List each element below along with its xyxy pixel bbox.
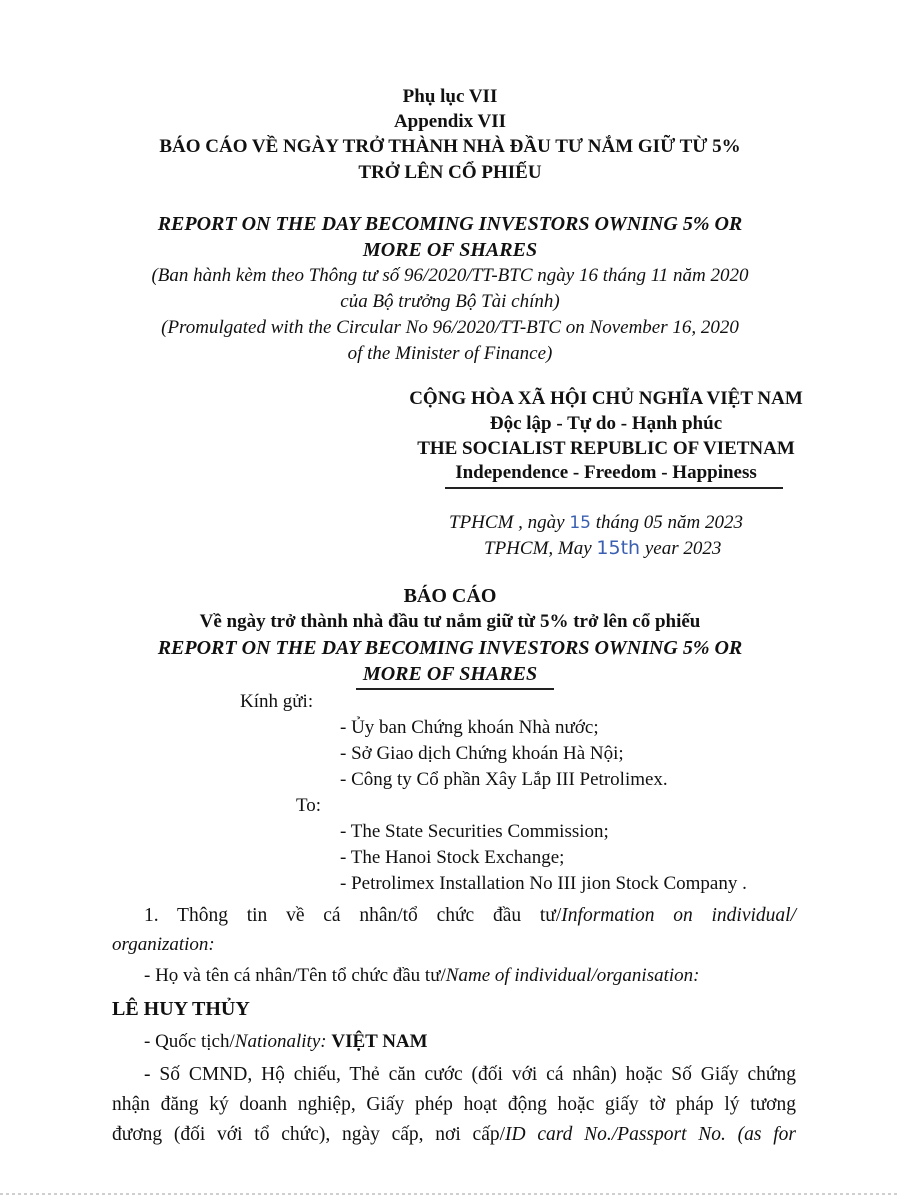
recipient-vi-2: - Sở Giao dịch Chứng khoán Hà Nội; <box>340 743 624 764</box>
scan-bottom-edge <box>0 1193 900 1195</box>
report-subject-en-line2: MORE OF SHARES <box>362 663 538 685</box>
date-vi <box>449 512 743 534</box>
motto-underline <box>445 487 783 489</box>
issued-en-line1: (Promulgated with the Circular No 96/2020/TT-BTC on November 16, 2020 <box>161 317 739 338</box>
section1-line2: organization: <box>112 934 215 955</box>
id-line3-normal: đương (đối với tổ chức), ngày cấp, nơi cấp/ <box>112 1124 506 1145</box>
motto-en: Independence - Freedom - Happiness <box>455 462 757 483</box>
investor-name: LÊ HUY THỦY <box>112 998 250 1020</box>
nationality-label-italic: Nationality: <box>234 1031 327 1052</box>
appendix-en: Appendix VII <box>393 111 507 132</box>
report-subject-vi: Về ngày trở thành nhà đầu tư nắm giữ từ 5% trở lên cổ phiếu <box>199 611 701 632</box>
republic-vi: CỘNG HÒA XÃ HỘI CHỦ NGHĨA VIỆT NAM <box>409 388 803 409</box>
date-en-day: 15th <box>596 537 641 559</box>
date-en <box>484 537 721 560</box>
section1-line1-normal: 1. Thông tin về cá nhân/tổ chức đầu tư/ <box>144 905 562 926</box>
id-line1: - Số CMND, Hộ chiếu, Thẻ căn cước (đối với cá nhân) hoặc Số Giấy chứng <box>144 1064 796 1085</box>
date-en-suffix: year 2023 <box>644 538 722 559</box>
recipients-label-en: To: <box>296 795 322 816</box>
date-vi-suffix: tháng 05 năm 2023 <box>595 512 743 533</box>
issued-en-line2: of the Minister of Finance) <box>347 343 553 364</box>
section1-line1 <box>144 905 796 927</box>
date-vi-prefix: TPHCM , ngày <box>449 512 565 533</box>
recipient-en-2: - The Hanoi Stock Exchange; <box>340 847 565 868</box>
id-line3-italic: ID card No./Passport No. (as for <box>505 1124 796 1145</box>
appendix-vi: Phụ lục VII <box>402 86 498 107</box>
title-en-line2: MORE OF SHARES <box>362 239 538 261</box>
nationality-label: - Quốc tịch/ <box>144 1031 235 1052</box>
report-heading: BÁO CÁO <box>403 585 497 607</box>
issued-vi-line2: của Bộ trưởng Bộ Tài chính) <box>340 291 560 312</box>
name-label-normal: - Họ và tên cá nhân/Tên tổ chức đầu tư/ <box>144 965 446 986</box>
id-line2: nhận đăng ký doanh nghiệp, Giấy phép hoạt động hoặc giấy tờ pháp lý tương <box>112 1094 796 1115</box>
title-vi-line1: BÁO CÁO VỀ NGÀY TRỞ THÀNH NHÀ ĐẦU TƯ NẮM GIỮ TỪ 5% <box>159 136 741 157</box>
nationality-line <box>144 1031 428 1053</box>
recipient-en-1: - The State Securities Commission; <box>340 821 609 842</box>
motto-vi: Độc lập - Tự do - Hạnh phúc <box>489 413 723 434</box>
issued-vi-line1: (Ban hành kèm theo Thông tư số 96/2020/TT-BTC ngày 16 tháng 11 năm 2020 <box>151 265 749 286</box>
title-vi-line2: TRỞ LÊN CỔ PHIẾU <box>358 162 542 183</box>
republic-en: THE SOCIALIST REPUBLIC OF VIETNAM <box>417 438 795 459</box>
recipient-vi-3: - Công ty Cổ phần Xây Lắp III Petrolimex. <box>340 769 668 790</box>
section1-line1-italic: Information on individual/ <box>561 905 796 926</box>
recipient-vi-1: - Ủy ban Chứng khoán Nhà nước; <box>340 717 599 738</box>
report-subject-en-line1: REPORT ON THE DAY BECOMING INVESTORS OWNING 5% OR <box>157 637 743 659</box>
name-label <box>144 965 699 987</box>
title-en-line1: REPORT ON THE DAY BECOMING INVESTORS OWNING 5% OR <box>157 213 743 235</box>
nationality-value: VIỆT NAM <box>331 1031 428 1052</box>
date-en-prefix: TPHCM, May <box>484 538 592 559</box>
date-vi-day: 15 <box>569 513 591 533</box>
name-label-italic: Name of individual/organisation: <box>445 965 700 986</box>
recipients-label-vi: Kính gửi: <box>240 691 314 712</box>
subject-underline <box>356 688 554 690</box>
recipient-en-3: - Petrolimex Installation No III jion Stock Company . <box>340 873 747 894</box>
id-line3 <box>112 1124 796 1146</box>
